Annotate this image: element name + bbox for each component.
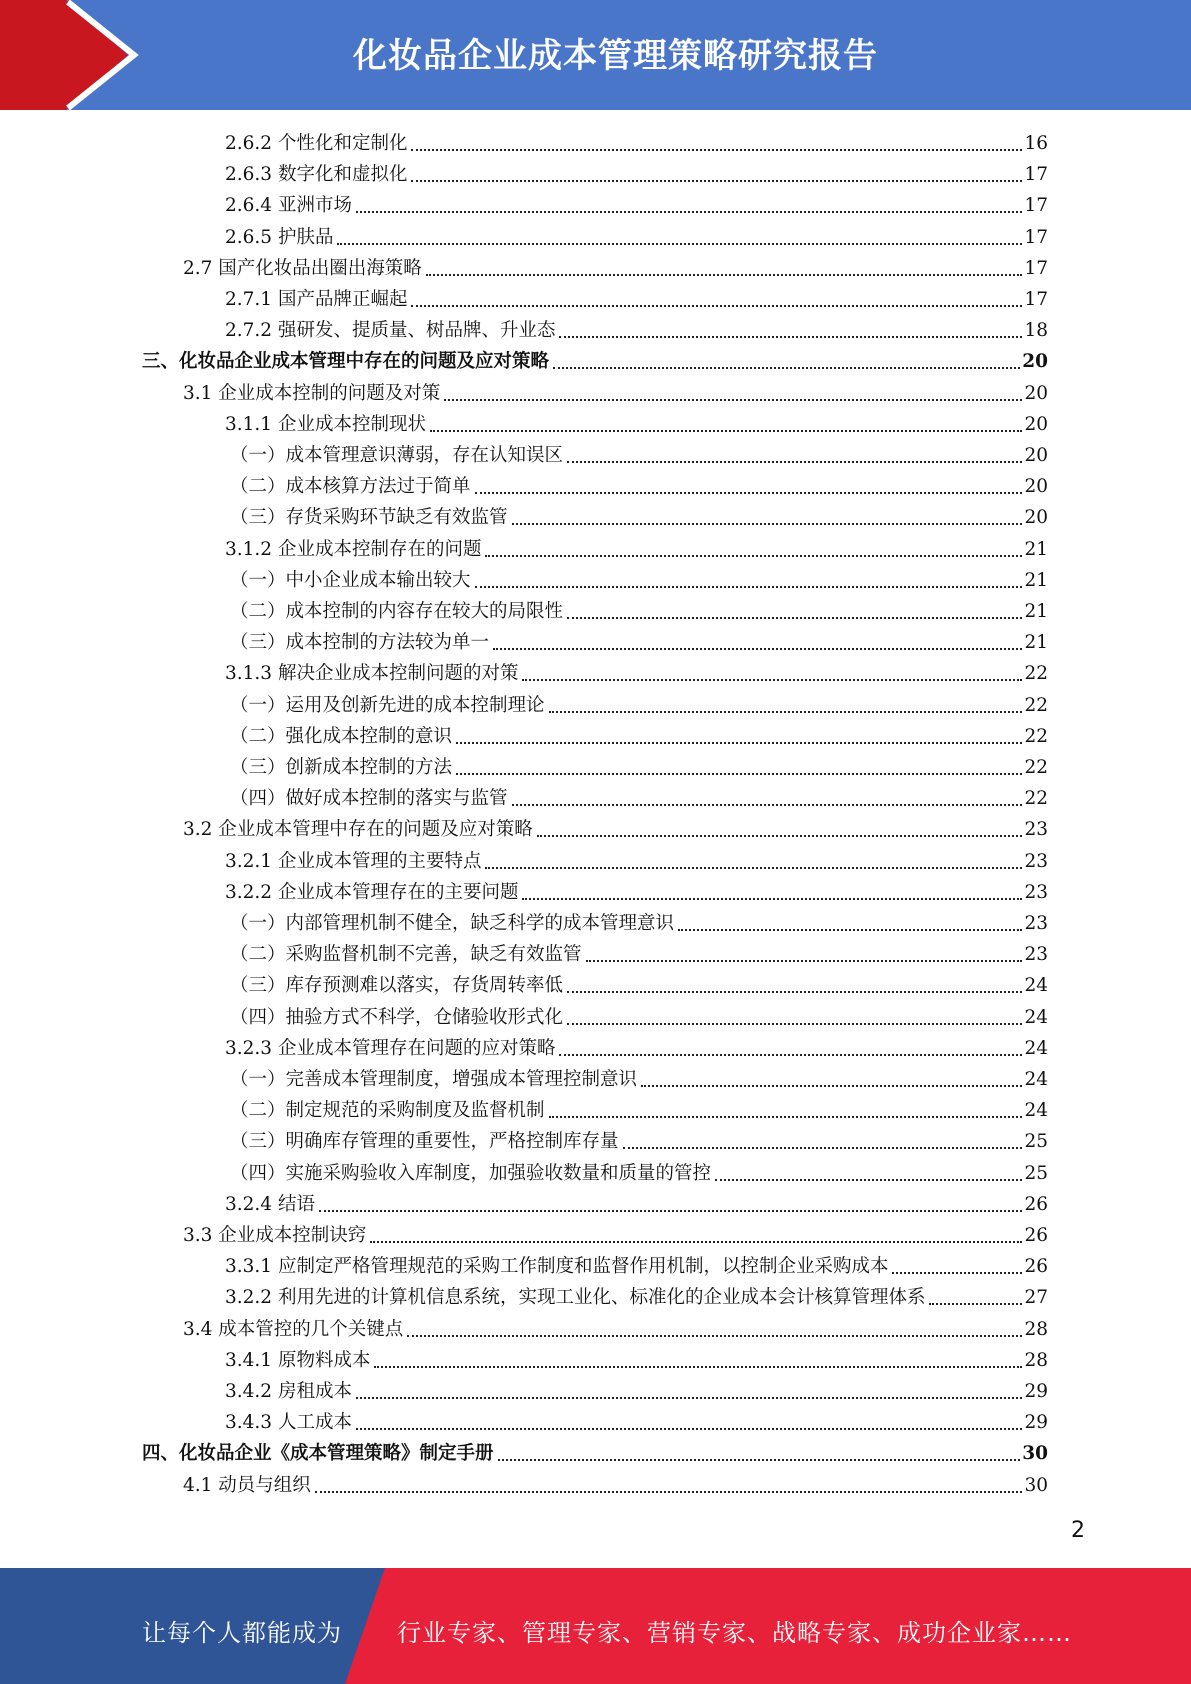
toc-entry-page: 16: [1024, 133, 1048, 154]
toc-entry-label: （一）运用及创新先进的成本控制理论: [230, 694, 545, 716]
toc-entry-label: 3.4.2 房租成本: [225, 1381, 352, 1402]
toc-entry[interactable]: [230, 471, 1048, 502]
toc-entry-page: 28: [1024, 1318, 1048, 1340]
toc-leader-dots: [485, 555, 1022, 557]
toc-entry-label: 3.4.3 人工成本: [225, 1412, 352, 1434]
toc-leader-dots: [567, 991, 1022, 993]
toc-entry-label: （四）做好成本控制的落实与监管: [230, 788, 508, 810]
page-number: 2: [1071, 1518, 1085, 1543]
toc-entry[interactable]: [230, 1158, 1048, 1189]
toc-entry[interactable]: [230, 939, 1048, 970]
toc-entry-label: 3.2.1 企业成本管理的主要特点: [225, 850, 482, 872]
toc-entry-label: （三）成本控制的方法较为单一: [230, 632, 490, 654]
toc-entry-page: 24: [1024, 975, 1048, 997]
toc-entry-label: （一）成本管理意识薄弱，存在认知误区: [230, 445, 564, 466]
toc-entry-label: （三）存货采购环节缺乏有效监管: [230, 507, 508, 529]
toc-entry-label: 3.2.2 利用先进的计算机信息系统，实现工业化、标准化的企业成本会计核算管理体系: [225, 1287, 926, 1309]
toc-leader-dots: [374, 1366, 1022, 1368]
toc-entry-label: 3.2.4 结语: [225, 1193, 315, 1215]
toc-entry[interactable]: [225, 1407, 1048, 1438]
toc-entry-page: 22: [1024, 663, 1048, 685]
toc-entry[interactable]: [225, 159, 1048, 190]
toc-entry-page: 22: [1024, 757, 1048, 778]
toc-entry-label: 3.2 企业成本管理中存在的问题及应对策略: [183, 819, 533, 841]
toc-leader-dots: [641, 1085, 1022, 1087]
toc-leader-dots: [411, 305, 1022, 307]
toc-entry[interactable]: [230, 1095, 1048, 1126]
toc-entry-label: 2.6.2 个性化和定制化: [225, 133, 408, 154]
toc-entry-page: 21: [1024, 601, 1048, 622]
toc-leader-dots: [319, 1210, 1023, 1212]
toc-entry-label: 2.7.1 国产品牌正崛起: [225, 289, 408, 310]
toc-leader-dots: [586, 960, 1023, 962]
toc-entry[interactable]: [225, 846, 1048, 877]
toc-leader-dots: [567, 1023, 1022, 1025]
footer-slogan-left: 让每个人都能成为: [142, 1619, 342, 1647]
toc-entry-label: 四、化妆品企业《成本管理策略》制定手册: [142, 1443, 494, 1465]
toc-entry-page: 21: [1024, 632, 1048, 654]
toc-entry-page: 23: [1024, 850, 1048, 872]
toc-leader-dots: [522, 679, 1022, 681]
toc-entry-page: 26: [1024, 1193, 1048, 1215]
toc-entry-page: 29: [1024, 1381, 1048, 1402]
toc-leader-dots: [370, 1241, 1022, 1243]
toc-leader-dots: [715, 1179, 1022, 1181]
toc-entry-page: 22: [1024, 694, 1048, 716]
toc-entry-label: （三）库存预测难以落实，存货周转率低: [230, 975, 564, 997]
toc-entry-label: （一）内部管理机制不健全，缺乏科学的成本管理意识: [230, 913, 675, 934]
toc-leader-dots: [929, 1303, 1022, 1305]
toc-entry[interactable]: [230, 1126, 1048, 1157]
toc-entry[interactable]: [183, 1220, 1048, 1251]
toc-leader-dots: [512, 804, 1023, 806]
toc-entry-page: 23: [1024, 881, 1048, 903]
toc-entry[interactable]: [225, 315, 1048, 346]
toc-entry[interactable]: [230, 596, 1048, 627]
toc-entry-label: 3.3.1 应制定严格管理规范的采购工作制度和监督作用机制，以控制企业采购成本: [225, 1256, 889, 1278]
toc-leader-dots: [892, 1272, 1022, 1274]
toc-leader-dots: [678, 929, 1022, 931]
toc-leader-dots: [567, 461, 1022, 463]
toc-entry-page: 17: [1024, 289, 1048, 310]
toc-entry-label: （三）明确库存管理的重要性，严格控制库存量: [230, 1131, 619, 1153]
toc-entry[interactable]: [183, 378, 1048, 409]
footer-slogan-right: 行业专家、管理专家、营销专家、战略专家、成功企业家……: [397, 1619, 1072, 1647]
toc-leader-dots: [356, 1397, 1023, 1399]
toc-entry[interactable]: [230, 1064, 1048, 1095]
toc-leader-dots: [549, 711, 1023, 713]
toc-leader-dots: [475, 492, 1023, 494]
toc-entry-label: 2.7 国产化妆品出圈出海策略: [183, 257, 422, 279]
toc-entry-label: 3.1.2 企业成本控制存在的问题: [225, 538, 482, 560]
toc-entry[interactable]: [225, 1376, 1048, 1407]
toc-leader-dots: [549, 1116, 1023, 1118]
toc-entry[interactable]: [225, 1282, 1048, 1313]
toc-entry-page: 17: [1024, 257, 1048, 279]
toc-entry[interactable]: [230, 440, 1048, 471]
toc-entry-label: （二）强化成本控制的意识: [230, 725, 453, 747]
toc-leader-dots: [315, 1491, 1023, 1493]
toc-entry-label: 2.6.4 亚洲市场: [225, 195, 352, 217]
page-header: [0, 0, 1191, 110]
toc-entry-label: （二）制定规范的采购制度及监督机制: [230, 1100, 545, 1122]
toc-entry-page: 25: [1024, 1131, 1048, 1153]
toc-leader-dots: [411, 180, 1022, 182]
toc-entry[interactable]: [225, 284, 1048, 315]
toc-leader-dots: [337, 243, 1022, 245]
toc-leader-dots: [456, 773, 1022, 775]
toc-leader-dots: [356, 211, 1023, 213]
toc-entry-label: 3.4.1 原物料成本: [225, 1349, 371, 1371]
toc-entry-label: （一）完善成本管理制度，增强成本管理控制意识: [230, 1069, 638, 1090]
toc-entry[interactable]: [225, 1345, 1048, 1376]
toc-leader-dots: [411, 149, 1022, 151]
toc-entry-label: （四）抽验方式不科学，仓储验收形式化: [230, 1006, 564, 1028]
toc-entry[interactable]: [230, 721, 1048, 752]
toc-entry-label: 3.1.1 企业成本控制现状: [225, 413, 426, 435]
toc-leader-dots: [456, 742, 1022, 744]
toc-entry-page: 25: [1024, 1162, 1048, 1184]
toc-entry[interactable]: [183, 1314, 1048, 1345]
toc-entry-label: 2.6.3 数字化和虚拟化: [225, 164, 408, 186]
toc-entry[interactable]: [225, 1251, 1048, 1282]
toc-leader-dots: [493, 648, 1022, 650]
toc-leader-dots: [444, 399, 1022, 401]
toc-entry-page: 26: [1024, 1225, 1048, 1246]
toc-entry-page: 22: [1024, 725, 1048, 747]
toc-entry-page: 17: [1024, 164, 1048, 186]
toc-leader-dots: [475, 586, 1023, 588]
toc-entry-page: 30: [1022, 1443, 1048, 1465]
toc-leader-dots: [567, 617, 1022, 619]
toc-leader-dots: [426, 274, 1023, 276]
toc-entry-label: 2.7.2 强研发、提质量、树品牌、升业态: [225, 320, 556, 342]
toc-entry-label: （二）成本核算方法过于简单: [230, 476, 471, 498]
toc-entry-page: 26: [1024, 1256, 1048, 1278]
toc-entry-page: 24: [1024, 1006, 1048, 1028]
toc-entry[interactable]: [225, 534, 1048, 565]
toc-entry-label: （一）中小企业成本输出较大: [230, 569, 471, 591]
toc-entry-label: 4.1 动员与组织: [183, 1474, 311, 1496]
toc-entry-page: 17: [1024, 195, 1048, 217]
toc-leader-dots: [537, 835, 1023, 837]
toc-entry-label: 3.4 成本管控的几个关键点: [183, 1318, 404, 1340]
toc-entry-page: 21: [1024, 538, 1048, 560]
toc-entry[interactable]: [230, 565, 1048, 596]
document-title: 化妆品企业成本管理策略研究报告: [353, 36, 878, 76]
toc-entry-page: 28: [1024, 1349, 1048, 1371]
toc-leader-dots: [559, 336, 1022, 338]
toc-entry[interactable]: [225, 409, 1048, 440]
toc-entry-label: 3.3 企业成本控制诀窍: [183, 1225, 367, 1246]
toc-entry-page: 23: [1024, 913, 1048, 934]
toc-entry[interactable]: [225, 1033, 1048, 1064]
toc-entry-page: 30: [1024, 1474, 1048, 1496]
toc-entry-page: 23: [1024, 944, 1048, 966]
toc-entry-page: 24: [1024, 1037, 1048, 1059]
toc-entry[interactable]: [183, 1470, 1048, 1501]
toc-entry-label: 三、化妆品企业成本管理中存在的问题及应对策略: [142, 351, 550, 373]
toc-entry-page: 27: [1024, 1287, 1048, 1309]
toc-entry-page: 20: [1024, 382, 1048, 404]
toc-leader-dots: [512, 523, 1023, 525]
toc-entry[interactable]: [230, 970, 1048, 1001]
toc-entry-page: 23: [1024, 819, 1048, 841]
toc-entry[interactable]: [225, 190, 1048, 221]
toc-leader-dots: [485, 867, 1022, 869]
toc-entry[interactable]: [230, 752, 1048, 783]
toc-leader-dots: [559, 1054, 1022, 1056]
toc-leader-dots: [553, 367, 1020, 369]
toc-entry[interactable]: [230, 908, 1048, 939]
toc-entry-label: 3.2.2 企业成本管理存在的主要问题: [225, 881, 519, 903]
page-footer: [0, 1568, 1191, 1684]
toc-entry[interactable]: [230, 690, 1048, 721]
toc-entry-page: 24: [1024, 1100, 1048, 1122]
toc-leader-dots: [407, 1335, 1022, 1337]
toc-entry-label: （四）实施采购验收入库制度，加强验收数量和质量的管控: [230, 1162, 712, 1184]
toc-entry-label: （三）创新成本控制的方法: [230, 757, 453, 778]
toc-entry-page: 29: [1024, 1412, 1048, 1434]
toc-entry-label: 3.1 企业成本控制的问题及对策: [183, 382, 441, 404]
toc-entry-label: 3.2.3 企业成本管理存在问题的应对策略: [225, 1037, 556, 1059]
toc-entry[interactable]: [183, 253, 1048, 284]
toc-entry-label: 2.6.5 护肤品: [225, 226, 334, 248]
toc-entry[interactable]: [142, 346, 1048, 377]
toc-entry-page: 17: [1024, 226, 1048, 248]
toc-entry[interactable]: [230, 502, 1048, 533]
toc-leader-dots: [498, 1459, 1021, 1461]
toc-entry-label: 3.1.3 解决企业成本控制问题的对策: [225, 663, 519, 685]
toc-entry-label: （二）采购监督机制不完善，缺乏有效监管: [230, 944, 582, 966]
toc-entry-page: 18: [1024, 320, 1048, 342]
toc-entry-page: 22: [1024, 788, 1048, 810]
toc-entry[interactable]: [225, 128, 1048, 159]
toc-entry-label: （二）成本控制的内容存在较大的局限性: [230, 601, 564, 622]
toc-leader-dots: [430, 430, 1022, 432]
toc-entry-page: 20: [1024, 476, 1048, 498]
toc-leader-dots: [356, 1428, 1023, 1430]
toc-entry[interactable]: [142, 1438, 1048, 1469]
toc-entry[interactable]: [225, 222, 1048, 253]
toc-entry-page: 20: [1024, 413, 1048, 435]
toc-entry-page: 20: [1022, 351, 1048, 373]
toc-entry[interactable]: [230, 627, 1048, 658]
toc-leader-dots: [623, 1147, 1023, 1149]
toc-entry-page: 20: [1024, 507, 1048, 529]
toc-entry-page: 21: [1024, 569, 1048, 591]
toc-leader-dots: [522, 898, 1022, 900]
toc-entry-page: 20: [1024, 445, 1048, 466]
toc-entry-page: 24: [1024, 1069, 1048, 1090]
toc-entry[interactable]: [230, 783, 1048, 814]
toc-entry[interactable]: [225, 658, 1048, 689]
toc-entry[interactable]: [230, 1002, 1048, 1033]
toc-entry[interactable]: [183, 814, 1048, 845]
toc-entry[interactable]: [225, 877, 1048, 908]
toc-entry[interactable]: [225, 1189, 1048, 1220]
